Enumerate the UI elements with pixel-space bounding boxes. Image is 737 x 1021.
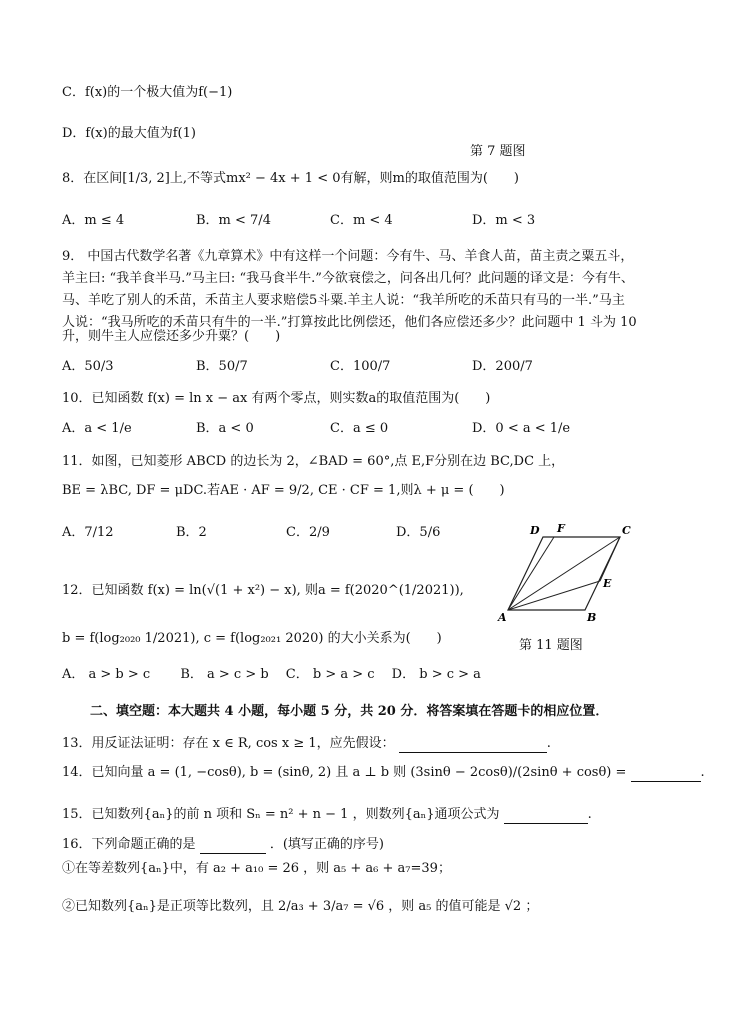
- q16-text: 16．下列命题正确的是: [62, 837, 196, 852]
- q14-answer-blank[interactable]: [631, 767, 701, 782]
- label-f: F: [557, 522, 565, 535]
- q11-figure-caption: 第 11 题图: [519, 638, 583, 653]
- q15-answer-blank[interactable]: [504, 809, 588, 824]
- q16-hint: ．(填写正确的序号): [269, 837, 384, 852]
- q14-stem: 14．已知向量 a = (1, −cosθ), b = (sinθ, 2) 且 a ⊥ b 则 (3sinθ − 2cosθ)/(2sinθ + cosθ) = .: [62, 765, 705, 780]
- q10-option-b: B．a < 0: [196, 421, 254, 436]
- q9-line-2: 羊主曰: “我羊食半马.”马主曰: “我马食半牛.”今欲衰偿之，问各出几何？此问题的译文是：今有牛、: [62, 271, 634, 286]
- q13-text: 13．用反证法证明：存在 x ∈ R, cos x ≥ 1，应先假设：: [62, 736, 395, 751]
- q8-option-c: C．m < 4: [330, 213, 393, 228]
- q16-stem: [62, 836, 384, 854]
- q9-line-1: 9． 中国古代数学名著《九章算术》中有这样一个问题：今有牛、马、羊食人苗，苗主责之粟五斗，: [62, 249, 634, 264]
- q11-option-c: C．2/9: [286, 525, 330, 540]
- q11-rhombus-figure: [488, 515, 638, 625]
- q16-answer-blank[interactable]: [200, 839, 266, 854]
- q14-text: 14．已知向量 a = (1, −cosθ), b = (sinθ, 2) 且 a ⊥ b 则: [62, 765, 407, 780]
- q8-stem: 8．在区间[1/3, 2]上,不等式mx² − 4x + 1 < 0有解，则m的取值范围为( ): [62, 171, 519, 186]
- q9-line-3: 马、羊吃了别人的禾苗，禾苗主人要求赔偿5斗粟.羊主人说：“我羊所吃的禾苗只有马的一半.”马主: [62, 293, 625, 308]
- label-b: B: [587, 611, 597, 624]
- label-c: C: [622, 524, 631, 537]
- q11-option-a: A．7/12: [62, 525, 114, 540]
- q7-option-d: D．f(x)的最大值为f(1): [62, 126, 196, 141]
- q12-line-1: 12．已知函数 f(x) = ln(√(1 + x²) − x), 则a = f(2020^(1/2021)),: [62, 583, 464, 598]
- q15-stem: 15．已知数列{aₙ}的前 n 项和 Sₙ = n² + n − 1 ，则数列{aₙ}通项公式为 .: [62, 807, 592, 822]
- q16-item-2: ②已知数列{aₙ}是正项等比数列，且 2/a₃ + 3/a₇ = √6 ，则 a₅ 的值可能是 √2 ；: [62, 899, 539, 914]
- q13-answer-blank[interactable]: [399, 738, 547, 753]
- label-e: E: [603, 577, 612, 590]
- q9-line-5: 升，则牛主人应偿还多少升粟？( ): [62, 329, 281, 344]
- q16-item-1: ①在等差数列{aₙ}中，有 a₂ + a₁₀ = 26 ，则 a₅ + a₆ + a₇=39；: [62, 861, 451, 876]
- q8-option-a: A．m ≤ 4: [62, 213, 125, 228]
- q11-line-1: 11．如图，已知菱形 ABCD 的边长为 2，∠BAD = 60°,点 E,F分别在边 BC,DC 上，: [62, 454, 565, 469]
- q11-line-2: BE = λBC, DF = μDC.若AE · AF = 9/2, CE · CF = 1,则λ + μ = ( ): [62, 483, 505, 498]
- q11-option-b: B．2: [176, 525, 207, 540]
- q9-option-d: D．200/7: [472, 359, 533, 374]
- q9-line-4: 人说：“我马所吃的禾苗只有牛的一半.”打算按此比例偿还，他们各应偿还多少？此问题中 1 斗为 10: [62, 315, 637, 330]
- q7-option-c: C．f(x)的一个极大值为f(−1): [62, 85, 233, 100]
- q10-option-c: C．a ≤ 0: [330, 421, 389, 436]
- label-d: D: [530, 524, 540, 537]
- q9-option-a: A．50/3: [62, 359, 114, 374]
- q15-text: 15．已知数列{aₙ}的前 n 项和 Sₙ = n² + n − 1 ，则数列{aₙ}通项公式为: [62, 807, 500, 822]
- q14-expression: (3sinθ − 2cosθ)/(2sinθ + cosθ) =: [410, 765, 627, 780]
- section-2-heading: 二、填空题：本大题共 4 小题，每小题 5 分，共 20 分．将答案填在答题卡的相应位置．: [90, 704, 609, 719]
- q8-option-d: D．m < 3: [472, 213, 536, 228]
- q7-figure-caption: 第 7 题图: [470, 144, 526, 159]
- q10-option-d: D．0 < a < 1/e: [472, 421, 571, 436]
- q8-option-b: B．m < 7/4: [196, 213, 271, 228]
- label-a: A: [498, 611, 507, 624]
- segment-af: [508, 537, 554, 610]
- q9-option-c: C．100/7: [330, 359, 391, 374]
- q11-option-d: D．5/6: [396, 525, 441, 540]
- q10-stem: 10．已知函数 f(x) = ln x − ax 有两个零点，则实数a的取值范围为( ): [62, 391, 491, 406]
- q10-option-a: A．a < 1/e: [62, 421, 132, 436]
- q9-option-b: B．50/7: [196, 359, 248, 374]
- q13-stem: 13．用反证法证明：存在 x ∈ R, cos x ≥ 1，应先假设： .: [62, 736, 551, 751]
- q12-options: A． a > b > c B． a > c > b C． b > a > c D． b > c > a: [62, 667, 481, 682]
- segment-ae: [508, 581, 600, 610]
- q12-line-2: b = f(log₂₀₂₀ 1/2021), c = f(log₂₀₂₁ 2020) 的大小关系为( ): [62, 631, 442, 646]
